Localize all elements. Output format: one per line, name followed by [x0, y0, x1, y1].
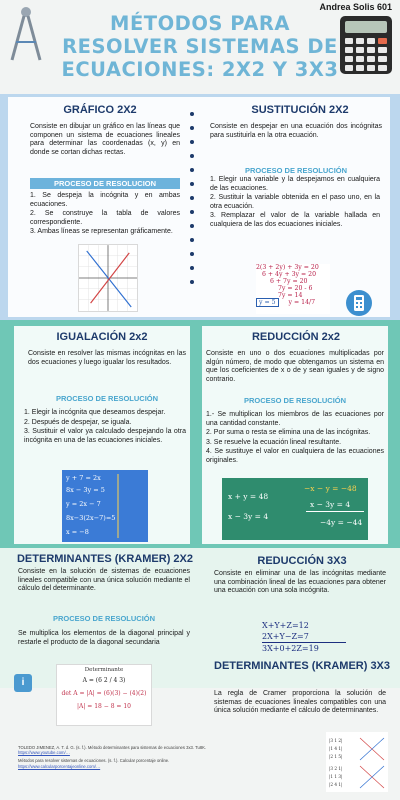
divider-dots: [190, 112, 194, 294]
reduccion-2x2-example-figure: x + y = 48 x − 3y = 4 −x − y = −48 x − 3y = 4 −4y = −44: [222, 478, 368, 540]
svg-text:y = 2x − 7: y = 2x − 7: [66, 500, 101, 508]
svg-text:|3 2 1|: |3 2 1|: [329, 766, 343, 771]
reduccion-2x2-steps: 1.- Se multiplican los miembros de las ecuaciones por una cantidad constante. 2. Por suma o resta se elimina una de las incógnitas. 3. Se resuelve la ecuación lineal resultante. 4. Se sustituye el valor en cualquiera de las ecuaciones originales.: [206, 411, 384, 464]
section-title-igualacion: IGUALACIÓN 2x2: [56, 331, 148, 343]
reduccion-3x3-equations: X+Y+Z=12 2X+Y−Z=7 3X+0+2Z=19: [262, 620, 346, 656]
reference-link-2[interactable]: https://www.calcularporcentajeonline.com/…: [18, 763, 101, 769]
svg-text:8x−3(2x−7)=5: 8x−3(2x−7)=5: [66, 514, 116, 522]
reference-1: TOLEDO JIMENEZ, A. T. d. G. (s. f.). Método determinantes para sistemas de ecuaciones 3x3. Tu8K.: [18, 745, 207, 750]
determinantes-2x2-process-text: Se multiplica los elementos de la diagonal principal y restarle el producto de la diagonal secundaria: [18, 630, 190, 646]
svg-text:|1 1 3|: |1 1 3|: [329, 774, 343, 779]
matrix-figure: [326, 732, 388, 792]
sustitucion-steps: 1. Elegir una variable y la despejamos en cualquiera de las ecuaciones. 2. Sustituir la variable obtenida en el paso uno, en la otra ecuación. 3. Remplazar el valor de la variable hallada en cualquiera de las dos ecuaciones iniciales.: [210, 176, 380, 228]
grafico-steps: 1. Se despeja la incógnita y en ambas ecuaciones. 2. Se construye la tabla de valores correspondiente. 3. Ambas líneas se representan gráficamente.: [30, 192, 180, 236]
igualacion-process-title: PROCESO DE RESOLUCIÓN: [55, 394, 159, 403]
determinantes-2x2-description: Consiste en la solución de sistemas de ecuaciones lineales compatible con una única solución mediante el cálculo del determinante.: [18, 568, 190, 593]
determinantes-2x2-process-title: PROCESO DE RESOLUCIÓN: [52, 614, 156, 623]
sustitucion-description: Consiste en despejar en una ecuación dos incógnitas para sustituirla en la otra ecuación.: [210, 123, 382, 139]
grafico-process-title: PROCESO DE RESOLUCION: [30, 178, 180, 189]
sustitucion-process-title: PROCESO DE RESOLUCIÓN: [244, 166, 348, 175]
page-title: MÉTODOS PARA RESOLVER SISTEMAS DE ECUACIONES: 2X2 Y 3X3: [61, 12, 339, 81]
reduccion-2x2-process-title: PROCESO DE RESOLUCIÓN: [243, 396, 347, 405]
svg-text:8x − 3y = 5: 8x − 3y = 5: [66, 486, 105, 494]
igualacion-description: Consiste en resolver las mismas incógnitas en las dos ecuaciones y luego igualar los resultados.: [28, 350, 186, 366]
reduccion-3x3-description: Consiste en eliminar una de las incógnitas mediante una combinación lineal de las ecuaciones para obtener una ecuación con una sola incógnita.: [214, 570, 386, 595]
igualacion-steps: 1. Elegir la incógnita que deseamos despejar. 2. Después de despejar, se iguala. 3. Sustituir el valor ya calculado despejando la otra incógnita en una de las ecuaciones iniciales.: [24, 409, 186, 444]
section-title-grafico: GRÁFICO 2X2: [63, 104, 137, 116]
section-title-sustitucion: SUSTITUCIÓN 2X2: [251, 104, 349, 116]
reference-2: Métodos para resolver sistemas de ecuaciones. (s. f.). Calcular porcentaje online.: [18, 758, 170, 764]
author-name: Andrea Solis 601: [319, 2, 392, 12]
svg-text:x = −8: x = −8: [66, 528, 89, 536]
calculator-icon: [338, 14, 394, 76]
determinantes-3x3-description: La regla de Cramer proporciona la solución de sistemas de ecuaciones lineales compatibles con una única solución mediante el cálculo de determinantes.: [214, 690, 386, 715]
svg-text:|2 1 5|: |2 1 5|: [329, 754, 343, 759]
section-title-determinantes-3x3: DETERMINANTES (KRAMER) 3X3: [214, 660, 391, 672]
svg-text:y + 7 = 2x: y + 7 = 2x: [66, 474, 101, 482]
reduccion-2x2-description: Consiste en uno o dos ecuaciones multiplicadas por algún número, de modo que obtengamos un sistema en que los coeficientes de x o de y sean iguales y de signo contrario.: [206, 350, 384, 383]
determinantes-2x2-figure: Determinante A = (6 2 / 4 3) det A = |A| = (6)(3) − (4)(2) |A| = 18 − 8 = 10: [56, 664, 152, 726]
graph-figure: [78, 244, 138, 312]
svg-text:|1 4 1|: |1 4 1|: [329, 746, 343, 751]
references: [18, 745, 240, 769]
svg-text:|3 1 2|: |3 1 2|: [329, 738, 343, 743]
section-title-determinantes-2x2: DETERMINANTES (KRAMER) 2X2: [16, 553, 193, 565]
grafico-description: Consiste en dibujar un gráfico en las líneas que componen un sistema de ecuaciones lineales para determinar las coordenadas (x, y) en donde se cortan dichas rectas.: [30, 123, 180, 156]
info-icon: i: [14, 674, 32, 692]
section-title-reduccion-3x3: REDUCCIÓN 3X3: [257, 555, 347, 567]
section-title-reduccion-2x2: REDUCCIÓN 2x2: [251, 331, 341, 343]
svg-text:|2 4 1|: |2 4 1|: [329, 782, 343, 787]
reference-link-1[interactable]: https://www.youtube.com/…: [18, 750, 70, 756]
igualacion-example-figure: [62, 470, 148, 542]
calculator-badge-icon: [346, 290, 372, 316]
sustitucion-worked-example: 2(3 + 2y) + 3y = 20 6 + 4y + 3y = 20 6 + 7y = 20 7y = 20 - 6 7y = 14 y = 5 y = 14/7: [256, 264, 330, 314]
